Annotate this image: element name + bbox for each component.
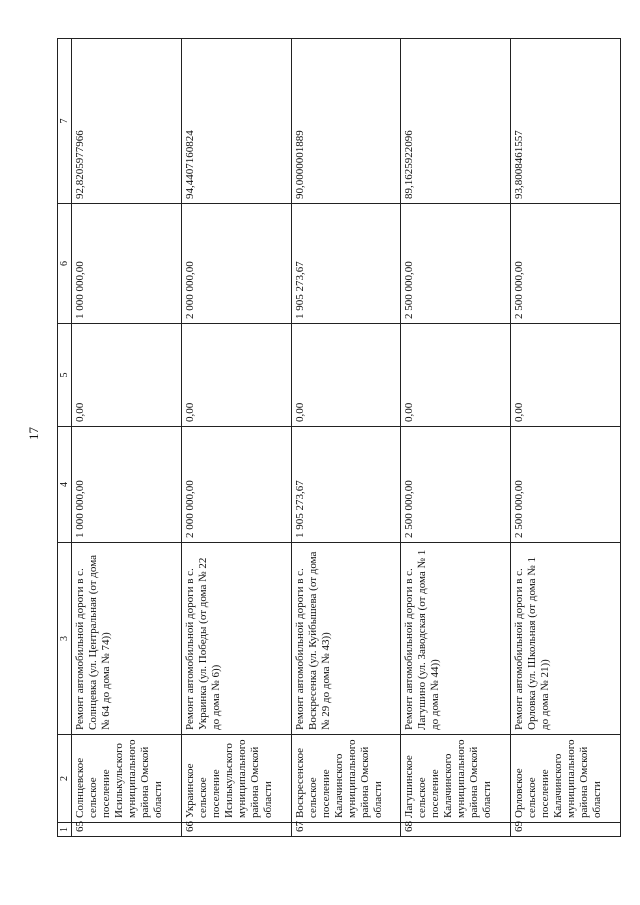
amount-col4: 2 500 000,00 [511, 427, 621, 543]
column-header: 4 [58, 427, 72, 543]
work-description: Ремонт автомобильной дороги в с. Воскресенка (ул. Куйбышева (от дома № 29 до дома № 43)) [291, 543, 401, 735]
row-number: 66 [181, 823, 291, 837]
amount-col6: 1 000 000,00 [72, 204, 182, 324]
settlement-name: Лагушинское сельское поселение Калачинского муниципального района Омской области [401, 735, 511, 823]
table-row [291, 39, 401, 837]
amount-col5: 0,00 [181, 324, 291, 427]
column-header: 3 [58, 543, 72, 735]
ratio-col7: 90,0000001889 [291, 39, 401, 204]
column-header: 5 [58, 324, 72, 427]
column-header: 6 [58, 204, 72, 324]
rotated-table-container [57, 39, 621, 837]
amount-col6: 1 905 273,67 [291, 204, 401, 324]
settlement-name: Воскресенское сельское поселение Калачинского муниципального района Омской области [291, 735, 401, 823]
table-row [72, 39, 182, 837]
amount-col6: 2 000 000,00 [181, 204, 291, 324]
amount-col4: 2 500 000,00 [401, 427, 511, 543]
amount-col4: 2 000 000,00 [181, 427, 291, 543]
ratio-col7: 89,1625922096 [401, 39, 511, 204]
table-header-row [58, 39, 72, 837]
work-description: Ремонт автомобильной дороги в с. Лагушино (ул. Заводская (от дома № 1 до дома № 44)) [401, 543, 511, 735]
funding-table [57, 38, 621, 837]
amount-col5: 0,00 [401, 324, 511, 427]
column-header: 7 [58, 39, 72, 204]
settlement-name: Солнцевское сельское поселение Исилькульского муниципального района Омской области [72, 735, 182, 823]
ratio-col7: 93,8008461557 [511, 39, 621, 204]
settlement-name: Орловское сельское поселение Калачинского муниципального района Омской области [511, 735, 621, 823]
row-number: 68 [401, 823, 511, 837]
row-number: 67 [291, 823, 401, 837]
ratio-col7: 94,4407160824 [181, 39, 291, 204]
row-number: 65 [72, 823, 182, 837]
ratio-col7: 92,8205977966 [72, 39, 182, 204]
page-number: 17 [26, 427, 41, 440]
work-description: Ремонт автомобильной дороги в с. Орловка (ул. Школьная (от дома № 1 до дома № 21)) [511, 543, 621, 735]
amount-col4: 1 000 000,00 [72, 427, 182, 543]
amount-col4: 1 905 273,67 [291, 427, 401, 543]
amount-col6: 2 500 000,00 [511, 204, 621, 324]
table-row [181, 39, 291, 837]
amount-col5: 0,00 [72, 324, 182, 427]
table-row [401, 39, 511, 837]
amount-col5: 0,00 [291, 324, 401, 427]
work-description: Ремонт автомобильной дороги в с. Украинка (ул. Победы (от дома № 22 до дома № 6)) [181, 543, 291, 735]
work-description: Ремонт автомобильной дороги в с. Солнцевка (ул. Центральная (от дома № 64 до дома № 74)) [72, 543, 182, 735]
row-number: 69 [511, 823, 621, 837]
settlement-name: Украинское сельское поселение Исилькульского муниципального района Омской области [181, 735, 291, 823]
column-header: 1 [58, 823, 72, 837]
table-row [511, 39, 621, 837]
amount-col6: 2 500 000,00 [401, 204, 511, 324]
column-header: 2 [58, 735, 72, 823]
amount-col5: 0,00 [511, 324, 621, 427]
